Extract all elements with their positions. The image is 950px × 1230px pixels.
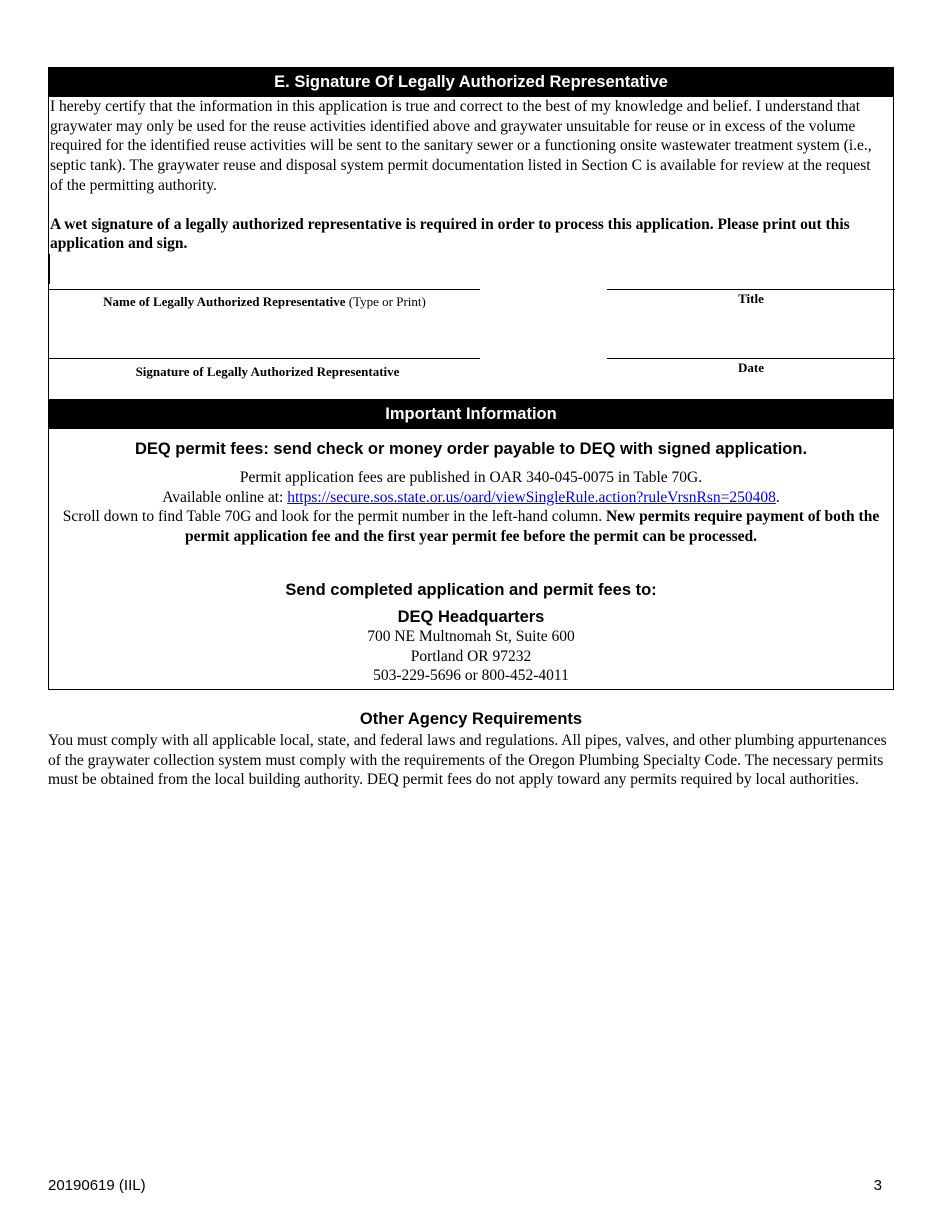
certification-text: I hereby certify that the information in this application is true and correct to the best of my knowledge and belief. I understand that graywater may only be used for the reuse activities identified above and graywater unsuitable for reuse or in excess of the volume required for the identified reuse activities will be sent to the sanitary sewer or a functioning onsite wastewater treatment system (i.e., septic tank). The graywater reuse and disposal system permit documentation listed in Section C is available for review at the request of the permitting authority. <box>50 98 872 194</box>
section-e-body <box>49 97 893 254</box>
available-online-line <box>49 488 893 508</box>
fees-published-text: Permit application fees are published in OAR 340-045-0075 in Table 70G. <box>239 469 703 486</box>
permit-fees-heading: DEQ permit fees: send check or money order payable to DEQ with signed application. <box>134 440 808 458</box>
send-to-heading: Send completed application and permit fees to: <box>285 580 657 599</box>
important-information-heading: Important Information <box>49 399 893 429</box>
signature-line <box>49 358 480 359</box>
signature-field-label: Signature of Legally Authorized Representative <box>135 364 400 379</box>
other-agency-text: You must comply with all applicable local, state, and federal laws and regulations. All pipes, valves, and other plumbing appurtenances of the graywater collection system must comply with the requirements of the Oregon Plumbing Specialty Code. The necessary permits must be obtained from the local building authority. DEQ permit fees do not apply toward any permits required by local authorities. <box>48 732 887 789</box>
office-name: DEQ Headquarters <box>397 607 545 626</box>
left-margin-tick <box>49 254 50 284</box>
available-online-label: Available online at: <box>162 488 288 506</box>
name-label-suffix: (Type or Print) <box>348 294 426 309</box>
title-field-label: Title <box>738 291 764 306</box>
section-e-heading: E. Signature Of Legally Authorized Representative <box>49 67 893 97</box>
name-signature-line <box>49 289 480 290</box>
address-street: 700 NE Multnomah St, Suite 600 <box>367 627 575 645</box>
date-field-label: Date <box>738 360 764 375</box>
other-agency-heading: Other Agency Requirements <box>359 710 583 728</box>
name-field-label <box>49 294 480 310</box>
section-e <box>48 67 894 399</box>
phone-numbers: 503-229-5696 or 800-452-4011 <box>373 667 569 685</box>
link-period: . <box>775 488 780 506</box>
scroll-instruction <box>49 507 893 546</box>
address-city: Portland OR 97232 <box>410 647 532 665</box>
wet-signature-note: A wet signature of a legally authorized representative is required in order to process this application. Please print out this application and sign. <box>50 215 850 253</box>
payment-requirement-text: New permits require payment of both the permit application fee and the first year permit fee before the permit can be processed. <box>184 508 880 546</box>
scroll-instruction-text: Scroll down to find Table 70G and look for the permit number in the left-hand column. <box>62 508 603 526</box>
important-information-section <box>48 399 894 690</box>
document-code: 20190619 (IIL) <box>48 1177 146 1194</box>
oar-rule-link[interactable]: https://secure.sos.state.or.us/oard/viewSingleRule.action?ruleVrsnRsn=250408 <box>287 488 776 506</box>
name-label-text: Name of Legally Authorized Representative <box>103 294 346 309</box>
date-line <box>607 358 895 359</box>
title-line <box>607 289 895 290</box>
other-agency-section <box>48 710 894 790</box>
page-number: 3 <box>873 1177 882 1194</box>
